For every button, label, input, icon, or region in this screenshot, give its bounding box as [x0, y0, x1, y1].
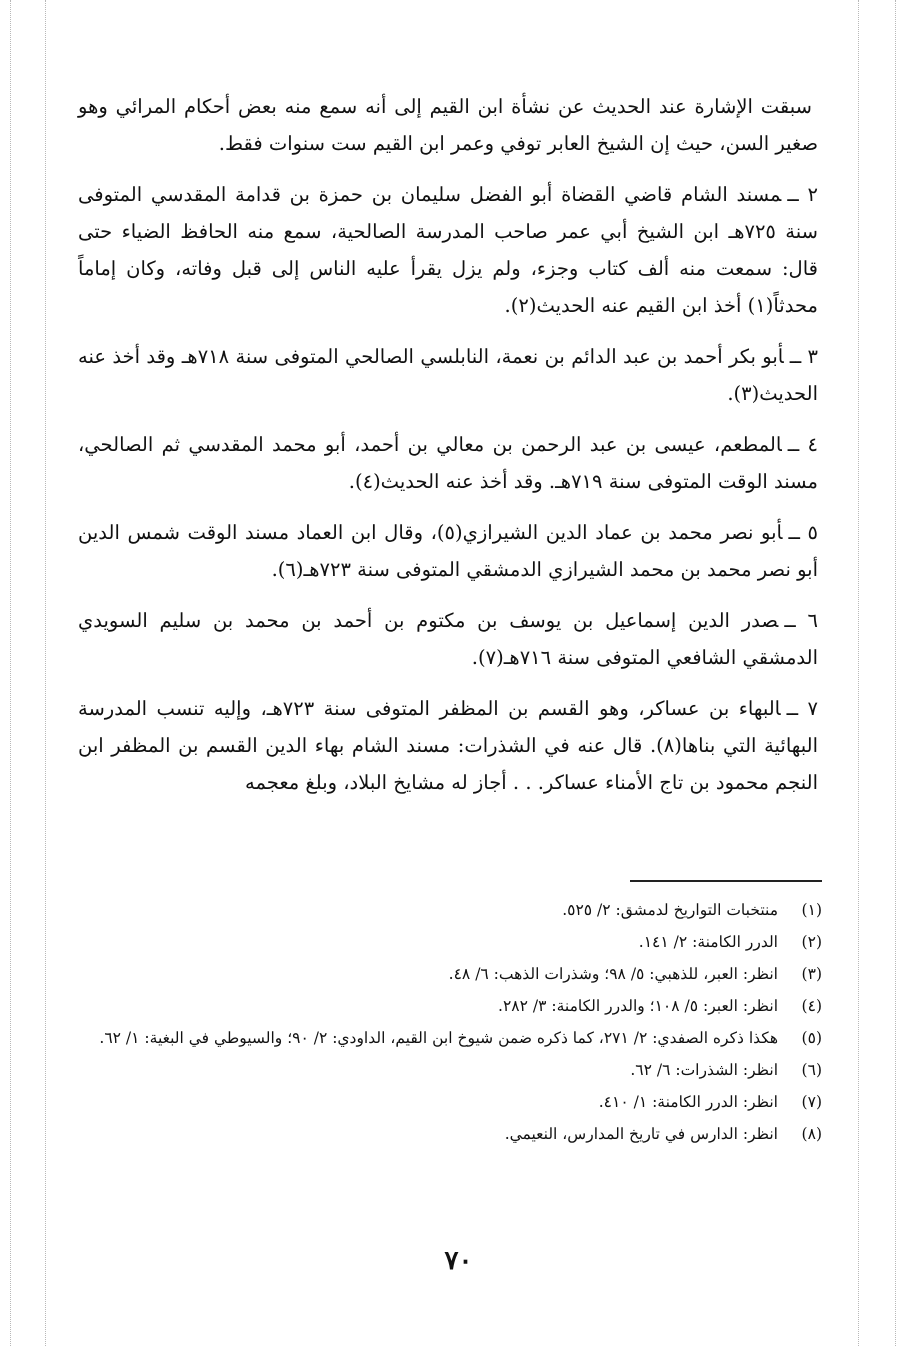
footnote-number: (٥) [801, 1029, 822, 1047]
footnote-text: انظر: الدارس في تاريخ المدارس، النعيمي. [504, 1125, 778, 1143]
paragraph-text: مسند الشام قاضي القضاة أبو الفضل سليمان بن حمزة بن قدامة المقدسي المتوفى سنة ٧٢٥هـ ابن الشيخ أبي عمر صاحب المدرسة الصالحية، سمع منه الحافظ الضياء حتى قال: سمعت منه ألف كتاب وجزء، ولم يزل يقرأ عليه الناس إلى قبل وفاته، وكان إماماً محدثاً(١) أخذ ابن القيم عنه الحديث(٢). [78, 183, 818, 317]
paragraph-text: المطعم، عيسى بن عبد الرحمن بن معالي بن أحمد، أبو محمد المقدسي ثم الصالحي، مسند الوقت المتوفى سنة ٧١٩هـ. وقد أخذ عنه الحديث(٤). [78, 433, 818, 493]
item-number: ٦ ــ [784, 609, 819, 632]
footnotes [78, 894, 822, 1150]
item-number: ٥ ــ [788, 521, 819, 544]
footnote-2 [78, 926, 822, 958]
footnote-6 [78, 1054, 822, 1086]
footnote-8 [78, 1118, 822, 1150]
paragraph-item-6 [78, 602, 818, 676]
footnote-number: (٦) [801, 1061, 822, 1079]
paragraph-text: صدر الدين إسماعيل بن يوسف بن مكتوم بن أحمد بن محمد بن سليم السويدي الدمشقي الشافعي المتوفى سنة ٧١٦هـ(٧). [78, 609, 818, 669]
footnote-3 [78, 958, 822, 990]
paragraph-text: سبقت الإشارة عند الحديث عن نشأة ابن القيم إلى أنه سمع منه بعض أحكام المرائي وهو صغير السن، حيث إن الشيخ العابر توفي وعمر ابن القيم ست سنوات فقط. [78, 95, 818, 155]
footnote-number: (٤) [801, 997, 822, 1015]
footnote-number: (٧) [801, 1093, 822, 1111]
paragraph-text: أبو بكر أحمد بن عبد الدائم بن نعمة، النابلسي الصالحي المتوفى سنة ٧١٨هـ وقد أخذ عنه الحديث(٣). [78, 345, 818, 405]
footnote-number: (٨) [801, 1125, 822, 1143]
item-number: ٢ ــ [787, 183, 819, 206]
margin-guide-left-inner [45, 0, 46, 1346]
footnote-number: (٢) [801, 933, 822, 951]
footnote-text: الدرر الكامنة: ٢/ ١٤١. [638, 933, 778, 951]
paragraph-text: البهاء بن عساكر، وهو القسم بن المظفر المتوفى سنة ٧٢٣هـ، وإليه تنسب المدرسة البهائية التي بناها(٨). قال عنه في الشذرات: مسند الشام بهاء الدين القسم بن المظفر ابن النجم محمود بن تاج الأمناء عساكر. . . أجاز له مشايخ البلاد، وبلغ معجمه [78, 697, 819, 794]
paragraph-text: أبو نصر محمد بن عماد الدين الشيرازي(٥)، وقال ابن العماد مسند الوقت شمس الدين أبو نصر محمد بن محمد الشيرازي الدمشقي المتوفى سنة ٧٢٣هـ(٦). [78, 521, 818, 581]
footnote-1 [78, 894, 822, 926]
page-number: ٧٠ [444, 1246, 473, 1276]
footnote-7 [78, 1086, 822, 1118]
footnote-text: انظر: العبر: ٥/ ١٠٨؛ والدرر الكامنة: ٣/ ٢٨٢. [498, 997, 778, 1015]
margin-guide-right-inner [858, 0, 859, 1346]
paragraph-item-4 [78, 426, 818, 500]
footnote-4 [78, 990, 822, 1022]
paragraph-item-5 [78, 514, 818, 588]
paragraph-item-2 [78, 176, 818, 324]
item-number: ٣ ــ [789, 345, 819, 368]
item-number: ٧ ــ [786, 697, 819, 720]
paragraph-item-7 [78, 690, 818, 801]
paragraph-intro [78, 88, 818, 162]
footnote-text: انظر: العبر، للذهبي: ٥/ ٩٨؛ وشذرات الذهب: ٦/ ٤٨. [448, 965, 778, 983]
footnote-number: (١) [801, 901, 822, 919]
footnote-text: انظر: الشذرات: ٦/ ٦٢. [630, 1061, 778, 1079]
margin-guide-left [10, 0, 11, 1346]
footnote-text: هكذا ذكره الصفدي: ٢/ ٢٧١، كما ذكره ضمن شيوخ ابن القيم، الداودي: ٢/ ٩٠؛ والسيوطي في البغية: ١/ ٦٢. [99, 1029, 778, 1047]
footnote-5 [78, 1022, 822, 1054]
footnote-divider [630, 880, 822, 882]
footnote-text: منتخبات التواريخ لدمشق: ٢/ ٥٢٥. [562, 901, 778, 919]
footnote-number: (٣) [801, 965, 822, 983]
paragraph-item-3 [78, 338, 818, 412]
item-number: ٤ ــ [787, 433, 818, 456]
main-text [78, 88, 818, 815]
margin-guide-right [895, 0, 896, 1346]
footnote-text: انظر: الدرر الكامنة: ١/ ٤١٠. [598, 1093, 778, 1111]
